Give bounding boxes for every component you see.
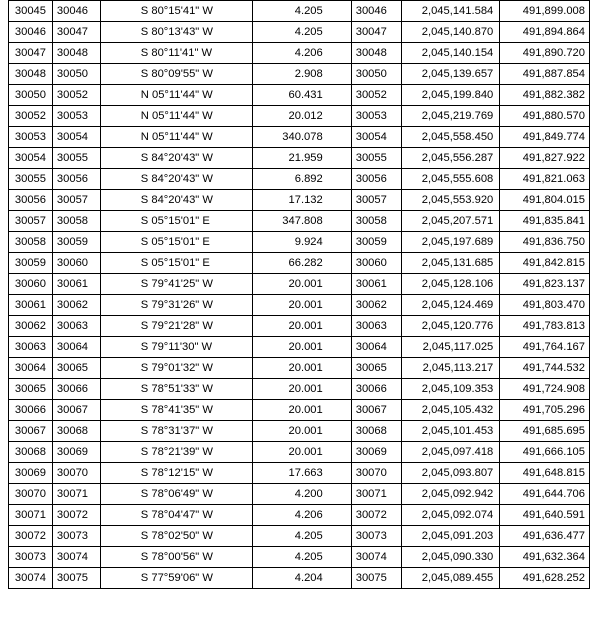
point-id-cell: 30050 [351, 64, 401, 85]
from-point-cell: 30048 [9, 64, 53, 85]
easting-cell: 491,628.252 [500, 568, 590, 589]
table-row [9, 337, 590, 358]
easting-cell: 491,803.470 [500, 295, 590, 316]
bearing-cell: S 05°15'01" E [100, 232, 252, 253]
table-row [9, 274, 590, 295]
point-id-cell: 30067 [351, 400, 401, 421]
easting-cell: 491,644.706 [500, 484, 590, 505]
bearing-cell: S 78°41'35" W [100, 400, 252, 421]
to-point-cell: 30066 [52, 379, 100, 400]
bearing-cell: N 05°11'44" W [100, 127, 252, 148]
point-id-cell: 30048 [351, 43, 401, 64]
from-point-cell: 30059 [9, 253, 53, 274]
table-row [9, 127, 590, 148]
table-row [9, 253, 590, 274]
table-row [9, 169, 590, 190]
bearing-cell: S 80°11'41" W [100, 43, 252, 64]
northing-cell: 2,045,105.432 [401, 400, 500, 421]
northing-cell: 2,045,140.154 [401, 43, 500, 64]
to-point-cell: 30071 [52, 484, 100, 505]
distance-cell: 20.012 [253, 106, 352, 127]
bearing-cell: S 79°21'28" W [100, 316, 252, 337]
point-id-cell: 30074 [351, 547, 401, 568]
northing-cell: 2,045,113.217 [401, 358, 500, 379]
to-point-cell: 30057 [52, 190, 100, 211]
bearing-cell: S 78°12'15" W [100, 463, 252, 484]
to-point-cell: 30047 [52, 22, 100, 43]
to-point-cell: 30058 [52, 211, 100, 232]
from-point-cell: 30060 [9, 274, 53, 295]
distance-cell: 4.204 [253, 568, 352, 589]
from-point-cell: 30056 [9, 190, 53, 211]
easting-cell: 491,836.750 [500, 232, 590, 253]
point-id-cell: 30073 [351, 526, 401, 547]
northing-cell: 2,045,556.287 [401, 148, 500, 169]
bearing-cell: S 78°00'56" W [100, 547, 252, 568]
northing-cell: 2,045,128.106 [401, 274, 500, 295]
point-id-cell: 30070 [351, 463, 401, 484]
easting-cell: 491,882.382 [500, 85, 590, 106]
distance-cell: 4.200 [253, 484, 352, 505]
from-point-cell: 30067 [9, 421, 53, 442]
point-id-cell: 30057 [351, 190, 401, 211]
from-point-cell: 30073 [9, 547, 53, 568]
distance-cell: 340.078 [253, 127, 352, 148]
distance-cell: 20.001 [253, 295, 352, 316]
northing-cell: 2,045,197.689 [401, 232, 500, 253]
to-point-cell: 30063 [52, 316, 100, 337]
northing-cell: 2,045,131.685 [401, 253, 500, 274]
to-point-cell: 30050 [52, 64, 100, 85]
table-row [9, 1, 590, 22]
point-id-cell: 30061 [351, 274, 401, 295]
distance-cell: 20.001 [253, 316, 352, 337]
point-id-cell: 30056 [351, 169, 401, 190]
table-row [9, 232, 590, 253]
easting-cell: 491,894.864 [500, 22, 590, 43]
distance-cell: 4.206 [253, 43, 352, 64]
distance-cell: 20.001 [253, 400, 352, 421]
point-id-cell: 30062 [351, 295, 401, 316]
easting-cell: 491,823.137 [500, 274, 590, 295]
to-point-cell: 30054 [52, 127, 100, 148]
table-row [9, 190, 590, 211]
to-point-cell: 30048 [52, 43, 100, 64]
to-point-cell: 30056 [52, 169, 100, 190]
to-point-cell: 30068 [52, 421, 100, 442]
table-row [9, 316, 590, 337]
bearing-cell: S 05°15'01" E [100, 211, 252, 232]
distance-cell: 4.205 [253, 526, 352, 547]
northing-cell: 2,045,558.450 [401, 127, 500, 148]
distance-cell: 20.001 [253, 358, 352, 379]
easting-cell: 491,744.532 [500, 358, 590, 379]
point-id-cell: 30069 [351, 442, 401, 463]
northing-cell: 2,045,091.203 [401, 526, 500, 547]
table-row [9, 484, 590, 505]
bearing-cell: S 77°59'06" W [100, 568, 252, 589]
from-point-cell: 30065 [9, 379, 53, 400]
from-point-cell: 30069 [9, 463, 53, 484]
point-id-cell: 30065 [351, 358, 401, 379]
bearing-cell: S 05°15'01" E [100, 253, 252, 274]
distance-cell: 4.205 [253, 1, 352, 22]
bearing-cell: S 80°09'55" W [100, 64, 252, 85]
easting-cell: 491,821.063 [500, 169, 590, 190]
to-point-cell: 30073 [52, 526, 100, 547]
from-point-cell: 30070 [9, 484, 53, 505]
to-point-cell: 30070 [52, 463, 100, 484]
to-point-cell: 30065 [52, 358, 100, 379]
easting-cell: 491,890.720 [500, 43, 590, 64]
from-point-cell: 30071 [9, 505, 53, 526]
from-point-cell: 30047 [9, 43, 53, 64]
to-point-cell: 30046 [52, 1, 100, 22]
point-id-cell: 30047 [351, 22, 401, 43]
point-id-cell: 30072 [351, 505, 401, 526]
to-point-cell: 30061 [52, 274, 100, 295]
bearing-cell: N 05°11'44" W [100, 106, 252, 127]
point-id-cell: 30058 [351, 211, 401, 232]
from-point-cell: 30063 [9, 337, 53, 358]
bearing-cell: S 80°13'43" W [100, 22, 252, 43]
distance-cell: 347.808 [253, 211, 352, 232]
table-row [9, 148, 590, 169]
northing-cell: 2,045,117.025 [401, 337, 500, 358]
to-point-cell: 30072 [52, 505, 100, 526]
table-row [9, 442, 590, 463]
to-point-cell: 30074 [52, 547, 100, 568]
to-point-cell: 30075 [52, 568, 100, 589]
table-row [9, 22, 590, 43]
from-point-cell: 30074 [9, 568, 53, 589]
distance-cell: 6.892 [253, 169, 352, 190]
northing-cell: 2,045,101.453 [401, 421, 500, 442]
bearing-cell: S 79°31'26" W [100, 295, 252, 316]
easting-cell: 491,648.815 [500, 463, 590, 484]
northing-cell: 2,045,120.776 [401, 316, 500, 337]
distance-cell: 20.001 [253, 421, 352, 442]
northing-cell: 2,045,124.469 [401, 295, 500, 316]
easting-cell: 491,636.477 [500, 526, 590, 547]
northing-cell: 2,045,092.074 [401, 505, 500, 526]
point-id-cell: 30059 [351, 232, 401, 253]
northing-cell: 2,045,089.455 [401, 568, 500, 589]
point-id-cell: 30054 [351, 127, 401, 148]
table-row [9, 505, 590, 526]
point-id-cell: 30060 [351, 253, 401, 274]
bearing-cell: S 79°01'32" W [100, 358, 252, 379]
from-point-cell: 30057 [9, 211, 53, 232]
point-id-cell: 30063 [351, 316, 401, 337]
from-point-cell: 30066 [9, 400, 53, 421]
table-row [9, 85, 590, 106]
distance-cell: 20.001 [253, 337, 352, 358]
bearing-cell: S 78°31'37" W [100, 421, 252, 442]
bearing-cell: S 78°06'49" W [100, 484, 252, 505]
point-id-cell: 30053 [351, 106, 401, 127]
table-row [9, 400, 590, 421]
bearing-cell: N 05°11'44" W [100, 85, 252, 106]
table-row [9, 295, 590, 316]
to-point-cell: 30055 [52, 148, 100, 169]
table-row [9, 211, 590, 232]
distance-cell: 20.001 [253, 274, 352, 295]
table-row [9, 358, 590, 379]
distance-cell: 60.431 [253, 85, 352, 106]
table-row [9, 106, 590, 127]
table-row [9, 43, 590, 64]
from-point-cell: 30053 [9, 127, 53, 148]
easting-cell: 491,842.815 [500, 253, 590, 274]
survey-coordinates-table [8, 0, 590, 589]
table-row [9, 568, 590, 589]
northing-cell: 2,045,555.608 [401, 169, 500, 190]
from-point-cell: 30072 [9, 526, 53, 547]
northing-cell: 2,045,139.657 [401, 64, 500, 85]
distance-cell: 66.282 [253, 253, 352, 274]
easting-cell: 491,880.570 [500, 106, 590, 127]
from-point-cell: 30045 [9, 1, 53, 22]
table-row [9, 64, 590, 85]
to-point-cell: 30069 [52, 442, 100, 463]
point-id-cell: 30071 [351, 484, 401, 505]
from-point-cell: 30058 [9, 232, 53, 253]
from-point-cell: 30068 [9, 442, 53, 463]
to-point-cell: 30052 [52, 85, 100, 106]
point-id-cell: 30055 [351, 148, 401, 169]
bearing-cell: S 84°20'43" W [100, 148, 252, 169]
bearing-cell: S 78°04'47" W [100, 505, 252, 526]
to-point-cell: 30053 [52, 106, 100, 127]
bearing-cell: S 78°02'50" W [100, 526, 252, 547]
to-point-cell: 30067 [52, 400, 100, 421]
easting-cell: 491,640.591 [500, 505, 590, 526]
northing-cell: 2,045,141.584 [401, 1, 500, 22]
point-id-cell: 30068 [351, 421, 401, 442]
distance-cell: 17.663 [253, 463, 352, 484]
bearing-cell: S 84°20'43" W [100, 190, 252, 211]
distance-cell: 21.959 [253, 148, 352, 169]
bearing-cell: S 78°51'33" W [100, 379, 252, 400]
easting-cell: 491,804.015 [500, 190, 590, 211]
to-point-cell: 30060 [52, 253, 100, 274]
to-point-cell: 30062 [52, 295, 100, 316]
northing-cell: 2,045,092.942 [401, 484, 500, 505]
point-id-cell: 30064 [351, 337, 401, 358]
table-row [9, 547, 590, 568]
northing-cell: 2,045,207.571 [401, 211, 500, 232]
point-id-cell: 30046 [351, 1, 401, 22]
northing-cell: 2,045,097.418 [401, 442, 500, 463]
table-row [9, 463, 590, 484]
easting-cell: 491,666.105 [500, 442, 590, 463]
northing-cell: 2,045,553.920 [401, 190, 500, 211]
bearing-cell: S 78°21'39" W [100, 442, 252, 463]
distance-cell: 17.132 [253, 190, 352, 211]
from-point-cell: 30046 [9, 22, 53, 43]
distance-cell: 4.205 [253, 547, 352, 568]
easting-cell: 491,705.296 [500, 400, 590, 421]
easting-cell: 491,685.695 [500, 421, 590, 442]
bearing-cell: S 79°41'25" W [100, 274, 252, 295]
table-row [9, 526, 590, 547]
from-point-cell: 30054 [9, 148, 53, 169]
point-id-cell: 30052 [351, 85, 401, 106]
easting-cell: 491,724.908 [500, 379, 590, 400]
from-point-cell: 30064 [9, 358, 53, 379]
from-point-cell: 30055 [9, 169, 53, 190]
table-body [9, 1, 590, 589]
bearing-cell: S 80°15'41" W [100, 1, 252, 22]
easting-cell: 491,887.854 [500, 64, 590, 85]
easting-cell: 491,899.008 [500, 1, 590, 22]
from-point-cell: 30050 [9, 85, 53, 106]
table-row [9, 379, 590, 400]
to-point-cell: 30059 [52, 232, 100, 253]
northing-cell: 2,045,199.840 [401, 85, 500, 106]
northing-cell: 2,045,090.330 [401, 547, 500, 568]
bearing-cell: S 79°11'30" W [100, 337, 252, 358]
to-point-cell: 30064 [52, 337, 100, 358]
bearing-cell: S 84°20'43" W [100, 169, 252, 190]
point-id-cell: 30066 [351, 379, 401, 400]
easting-cell: 491,835.841 [500, 211, 590, 232]
easting-cell: 491,632.364 [500, 547, 590, 568]
northing-cell: 2,045,093.807 [401, 463, 500, 484]
easting-cell: 491,783.813 [500, 316, 590, 337]
from-point-cell: 30061 [9, 295, 53, 316]
distance-cell: 4.206 [253, 505, 352, 526]
easting-cell: 491,827.922 [500, 148, 590, 169]
distance-cell: 20.001 [253, 379, 352, 400]
northing-cell: 2,045,219.769 [401, 106, 500, 127]
easting-cell: 491,764.167 [500, 337, 590, 358]
point-id-cell: 30075 [351, 568, 401, 589]
distance-cell: 4.205 [253, 22, 352, 43]
northing-cell: 2,045,109.353 [401, 379, 500, 400]
distance-cell: 2.908 [253, 64, 352, 85]
from-point-cell: 30052 [9, 106, 53, 127]
distance-cell: 9.924 [253, 232, 352, 253]
from-point-cell: 30062 [9, 316, 53, 337]
northing-cell: 2,045,140.870 [401, 22, 500, 43]
table-row [9, 421, 590, 442]
easting-cell: 491,849.774 [500, 127, 590, 148]
distance-cell: 20.001 [253, 442, 352, 463]
